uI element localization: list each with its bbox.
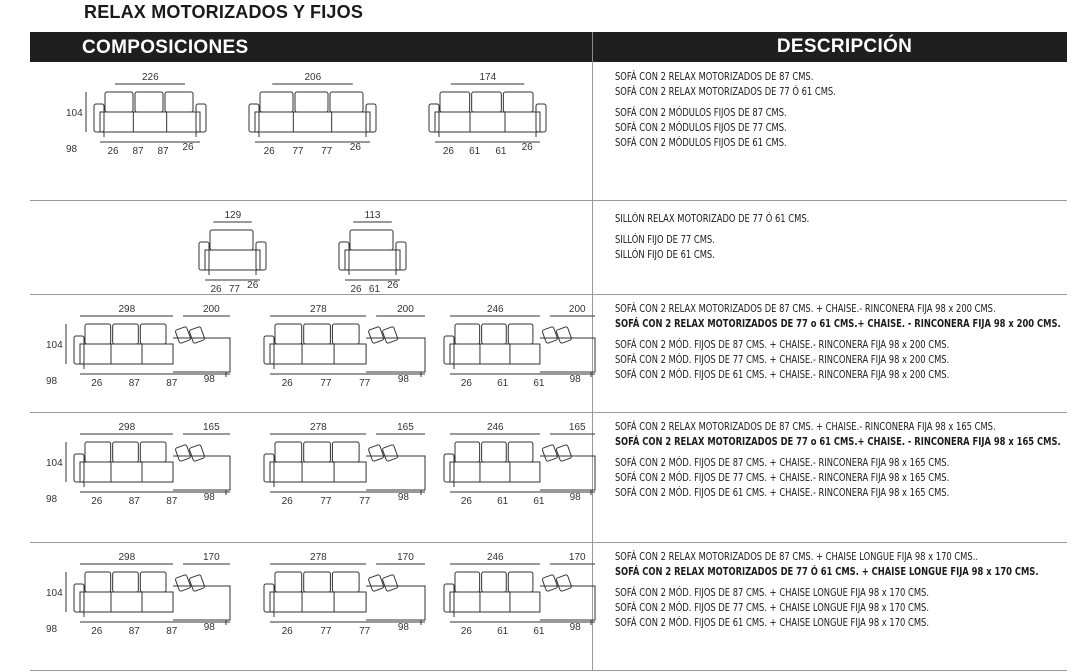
dimension-module-label: 26 xyxy=(460,378,472,389)
composition-row xyxy=(30,412,1067,543)
dimension-depth-label: 200 xyxy=(397,304,414,315)
sofa-drawing xyxy=(66,316,230,377)
description-line: SOFÁ CON 2 RELAX MOTORIZADOS DE 87 CMS. + CHAISE.- RINCONERA FIJA 98 x 165 CMS. xyxy=(615,422,996,433)
sofa-diagram xyxy=(435,298,605,410)
dimension-width-label: 278 xyxy=(310,304,327,315)
sofa-drawing xyxy=(429,84,546,142)
dimension-module-label: 77 xyxy=(292,146,304,157)
dimension-module-label: 61 xyxy=(497,378,509,389)
dimension-module-label: 77 xyxy=(359,378,371,389)
dimension-module-label: 87 xyxy=(132,146,144,157)
sofa-diagram xyxy=(435,416,605,534)
composition-row xyxy=(30,200,1067,295)
description-line: SOFÁ CON 2 RELAX MOTORIZADOS DE 77 Ó 61 CMS. + CHAISE LONGUE FIJA 98 x 170 CMS. xyxy=(615,567,1039,578)
header-composiciones: COMPOSICIONES xyxy=(82,37,249,58)
dimension-module-label: 61 xyxy=(497,496,509,507)
dimension-width-label: 298 xyxy=(118,552,136,563)
description-line: SOFÁ CON 2 RELAX MOTORIZADOS DE 77 o 61 CMS.+ CHAISE. - RINCONERA FIJA 98 x 165 CMS. xyxy=(615,437,1061,448)
composition-row xyxy=(30,62,1067,201)
description-block xyxy=(615,212,809,263)
dimension-module-label: 61 xyxy=(469,146,481,157)
dimension-module-label: 26 xyxy=(210,284,222,292)
description-line: SOFÁ CON 2 MÓDULOS FIJOS DE 61 CMS. xyxy=(615,138,787,149)
dimension-module-label: 26 xyxy=(281,496,293,507)
dimension-module-label: 98 xyxy=(397,492,409,503)
description-line: SOFÁ CON 2 MÓDULOS FIJOS DE 87 CMS. xyxy=(615,108,787,119)
dimension-module-label: 77 xyxy=(359,496,371,507)
dimension-module-label: 77 xyxy=(320,378,332,389)
sofa-drawing xyxy=(444,564,595,625)
composition-figure xyxy=(40,416,240,534)
dimension-module-label: 26 xyxy=(91,496,103,507)
sofa-diagram xyxy=(330,204,410,292)
dimension-module-label: 98 xyxy=(569,622,581,633)
composition-row xyxy=(30,294,1067,413)
composition-figure xyxy=(435,546,605,664)
description-line: SOFÁ CON 2 MÓD. FIJOS DE 77 CMS. + CHAISE.- RINCONERA FIJA 98 x 165 CMS. xyxy=(615,473,950,484)
description-line: SOFÁ CON 2 RELAX MOTORIZADOS DE 77 o 61 CMS.+ CHAISE. - RINCONERA FIJA 98 x 200 CMS. xyxy=(615,319,1061,330)
sofa-diagram xyxy=(60,66,210,184)
description-line: SOFÁ CON 2 MÓD. FIJOS DE 77 CMS. + CHAISE.- RINCONERA FIJA 98 x 200 CMS. xyxy=(615,355,950,366)
dimension-height-label: 104 xyxy=(46,340,63,351)
dimension-height-label: 104 xyxy=(46,588,63,599)
composition-figure xyxy=(40,546,240,664)
dimension-module-label: 26 xyxy=(460,626,472,637)
sofa-drawing xyxy=(86,84,206,142)
dimension-module-label: 26 xyxy=(281,378,293,389)
dimension-module-label: 87 xyxy=(128,496,140,507)
sofa-diagram xyxy=(255,546,435,664)
sofa-diagram xyxy=(420,66,550,184)
description-line: SOFÁ CON 2 RELAX MOTORIZADOS DE 87 CMS. xyxy=(615,72,814,83)
sofa-drawing xyxy=(249,84,376,142)
sofa-diagram xyxy=(40,546,240,664)
composition-figure xyxy=(190,204,270,292)
dimension-depth-side-label: 98 xyxy=(46,624,58,635)
dimension-width-label: 298 xyxy=(118,422,136,433)
dimension-module-label: 77 xyxy=(321,146,333,157)
composition-figure xyxy=(255,546,435,664)
dimension-module-label: 26 xyxy=(91,378,103,389)
sofa-drawing xyxy=(66,564,230,625)
composition-figure xyxy=(435,416,605,534)
dimension-width-label: 129 xyxy=(224,210,242,221)
composition-figure xyxy=(60,66,210,184)
dimension-module-label: 98 xyxy=(203,492,215,503)
dimension-module-label: 98 xyxy=(569,374,581,385)
dimension-module-label: 98 xyxy=(397,622,409,633)
dimension-depth-label: 165 xyxy=(397,422,414,433)
dimension-depth-label: 165 xyxy=(203,422,220,433)
description-line: SOFÁ CON 2 RELAX MOTORIZADOS DE 87 CMS. + CHAISE.- RINCONERA FIJA 98 x 200 CMS. xyxy=(615,304,996,315)
dimension-width-label: 174 xyxy=(479,72,497,83)
dimension-width-label: 278 xyxy=(310,422,327,433)
sofa-drawing xyxy=(339,222,406,280)
description-line: SOFÁ CON 2 MÓD. FIJOS DE 87 CMS. + CHAISE.- RINCONERA FIJA 98 x 165 CMS. xyxy=(615,458,950,469)
description-line: SOFÁ CON 2 MÓD. FIJOS DE 87 CMS. + CHAISE LONGUE FIJA 98 x 170 CMS. xyxy=(615,588,929,599)
dimension-width-label: 246 xyxy=(486,422,504,433)
composition-figure xyxy=(255,298,435,410)
sofa-drawing xyxy=(264,316,425,377)
dimension-module-label: 26 xyxy=(247,280,259,291)
dimension-width-label: 206 xyxy=(304,72,322,83)
composition-figure xyxy=(435,298,605,410)
sofa-diagram xyxy=(240,66,380,184)
dimension-module-label: 87 xyxy=(157,146,169,157)
dimension-module-label: 87 xyxy=(128,378,140,389)
composition-figure xyxy=(40,298,240,410)
description-line: SOFÁ CON 2 MÓD. FIJOS DE 61 CMS. + CHAISE.- RINCONERA FIJA 98 x 165 CMS. xyxy=(615,488,950,499)
sofa-diagram xyxy=(435,546,605,664)
composition-figure xyxy=(240,66,380,184)
dimension-module-label: 26 xyxy=(349,142,361,153)
dimension-module-label: 77 xyxy=(320,626,332,637)
dimension-depth-label: 165 xyxy=(568,422,586,433)
dimension-module-label: 61 xyxy=(533,626,545,637)
description-block xyxy=(615,420,1061,501)
dimension-module-label: 87 xyxy=(166,626,178,637)
description-block xyxy=(615,70,836,151)
dimension-module-label: 77 xyxy=(359,626,371,637)
dimension-module-label: 26 xyxy=(281,626,293,637)
sofa-diagram xyxy=(255,298,435,410)
dimension-module-label: 26 xyxy=(521,142,533,153)
dimension-module-label: 26 xyxy=(91,626,103,637)
composition-row xyxy=(30,542,1067,671)
sofa-diagram xyxy=(40,298,240,410)
description-line: SOFÁ CON 2 MÓDULOS FIJOS DE 77 CMS. xyxy=(615,123,787,134)
dimension-module-label: 98 xyxy=(397,374,409,385)
dimension-module-label: 61 xyxy=(533,496,545,507)
dimension-module-label: 98 xyxy=(203,622,215,633)
dimension-width-label: 298 xyxy=(118,304,136,315)
sofa-drawing xyxy=(66,434,230,495)
dimension-module-label: 61 xyxy=(497,626,509,637)
sofa-diagram xyxy=(255,416,435,534)
dimension-module-label: 87 xyxy=(166,378,178,389)
description-line: SOFÁ CON 2 MÓD. FIJOS DE 77 CMS. + CHAISE LONGUE FIJA 98 x 170 CMS. xyxy=(615,603,929,614)
description-line: SOFÁ CON 2 MÓD. FIJOS DE 61 CMS. + CHAISE.- RINCONERA FIJA 98 x 200 CMS. xyxy=(615,370,950,381)
description-line: SILLÓN FIJO DE 77 CMS. xyxy=(615,235,715,246)
dimension-width-label: 278 xyxy=(310,552,327,563)
dimension-module-label: 61 xyxy=(368,284,380,292)
dimension-depth-label: 200 xyxy=(568,304,586,315)
dimension-module-label: 87 xyxy=(128,626,140,637)
table-header xyxy=(30,32,1067,62)
description-line: SILLÓN FIJO DE 61 CMS. xyxy=(615,250,715,261)
sofa-drawing xyxy=(264,564,425,625)
composition-figure xyxy=(330,204,410,292)
description-line: SOFÁ CON 2 RELAX MOTORIZADOS DE 77 Ó 61 CMS. xyxy=(615,87,836,98)
dimension-module-label: 77 xyxy=(228,284,240,292)
sofa-drawing xyxy=(444,434,595,495)
dimension-depth-label: 170 xyxy=(203,552,220,563)
dimension-width-label: 113 xyxy=(364,210,381,221)
dimension-depth-label: 200 xyxy=(203,304,220,315)
dimension-module-label: 77 xyxy=(320,496,332,507)
dimension-depth-label: 170 xyxy=(397,552,414,563)
description-line: SOFÁ CON 2 MÓD. FIJOS DE 61 CMS. + CHAISE LONGUE FIJA 98 x 170 CMS. xyxy=(615,618,929,629)
description-line: SOFÁ CON 2 RELAX MOTORIZADOS DE 87 CMS. + CHAISE LONGUE FIJA 98 x 170 CMS.. xyxy=(615,552,979,563)
dimension-width-label: 246 xyxy=(486,304,504,315)
composition-figure xyxy=(420,66,550,184)
dimension-module-label: 26 xyxy=(182,142,194,153)
dimension-depth-side-label: 98 xyxy=(46,376,58,387)
dimension-module-label: 26 xyxy=(442,146,454,157)
description-block xyxy=(615,302,1061,383)
dimension-width-label: 226 xyxy=(142,72,159,83)
header-descripcion: DESCRIPCIÓN xyxy=(776,36,913,57)
sofa-drawing xyxy=(444,316,595,377)
dimension-module-label: 98 xyxy=(203,374,215,385)
dimension-depth-side-label: 98 xyxy=(66,144,78,155)
dimension-module-label: 26 xyxy=(263,146,275,157)
dimension-height-label: 104 xyxy=(46,458,63,469)
sofa-drawing xyxy=(264,434,425,495)
dimension-module-label: 26 xyxy=(387,280,399,291)
page-title: RELAX MOTORIZADOS Y FIJOS xyxy=(84,2,364,22)
dimension-height-label: 104 xyxy=(66,108,83,119)
description-line: SOFÁ CON 2 MÓD. FIJOS DE 87 CMS. + CHAISE.- RINCONERA FIJA 98 x 200 CMS. xyxy=(615,340,950,351)
description-line: SILLÓN RELAX MOTORIZADO DE 77 Ó 61 CMS. xyxy=(615,214,810,225)
sofa-diagram xyxy=(190,204,270,292)
dimension-module-label: 98 xyxy=(569,492,581,503)
description-block xyxy=(615,550,1038,631)
dimension-width-label: 246 xyxy=(486,552,504,563)
dimension-module-label: 61 xyxy=(533,378,545,389)
dimension-depth-label: 170 xyxy=(568,552,586,563)
sofa-diagram xyxy=(40,416,240,534)
dimension-module-label: 87 xyxy=(166,496,178,507)
composition-table xyxy=(30,32,1067,670)
dimension-module-label: 26 xyxy=(460,496,472,507)
sofa-drawing xyxy=(199,222,266,280)
composition-figure xyxy=(255,416,435,534)
header-divider xyxy=(592,32,593,62)
dimension-module-label: 26 xyxy=(350,284,362,292)
dimension-depth-side-label: 98 xyxy=(46,494,58,505)
dimension-module-label: 61 xyxy=(495,146,507,157)
dimension-module-label: 26 xyxy=(107,146,119,157)
